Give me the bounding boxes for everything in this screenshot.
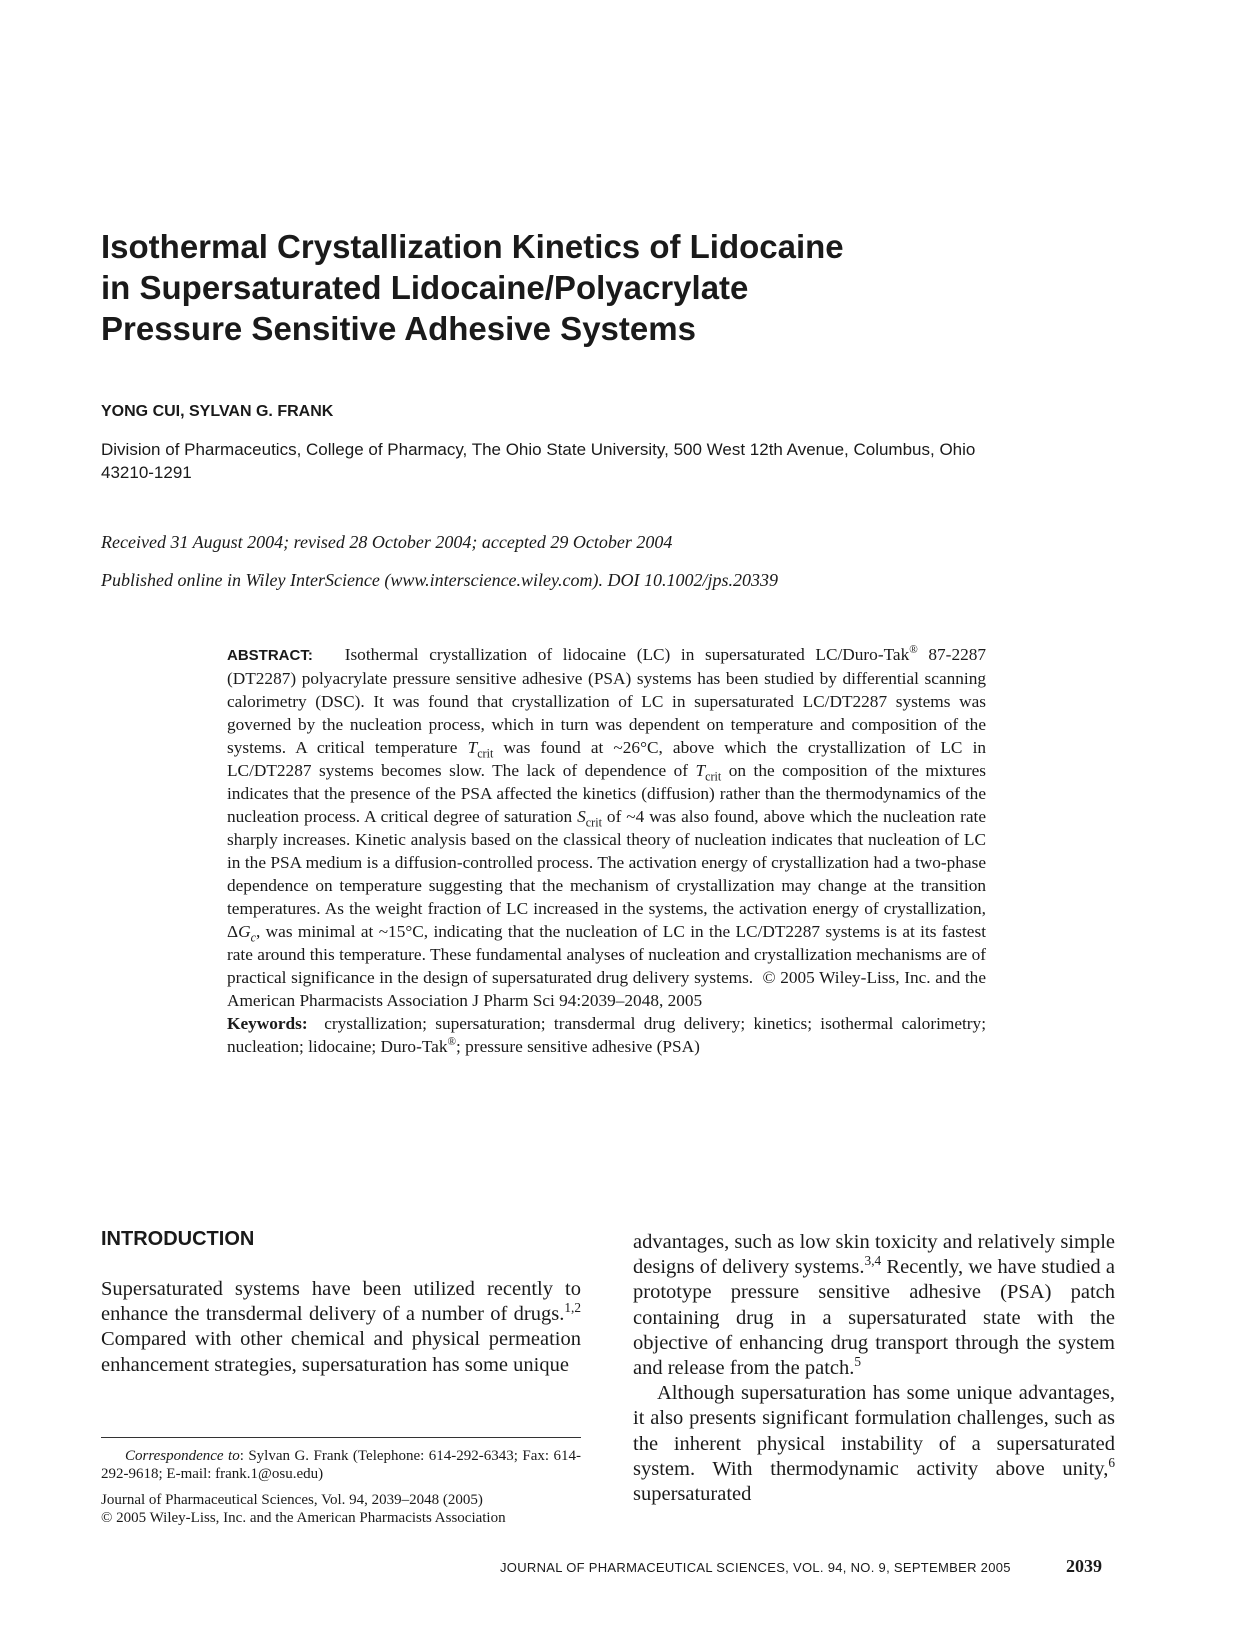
article-title	[101, 226, 1101, 349]
footnote-copyright: © 2005 Wiley-Liss, Inc. and the American Pharmacists Association	[101, 1510, 506, 1526]
authors: YONG CUI, SYLVAN G. FRANK	[101, 403, 334, 420]
keywords: Keywords: crystallization; supersaturation; transdermal drug delivery; kinetics; isothermal calorimetry; nucleation; lidocaine; Duro-Tak®; pressure sensitive adhesive (PSA)	[227, 1014, 986, 1056]
left-column-text	[101, 1277, 581, 1378]
page-number: 2039	[1066, 1556, 1102, 1576]
abstract-label: ABSTRACT:	[227, 647, 313, 664]
title-line-1: Isothermal Crystallization Kinetics of Lidocaine	[101, 228, 844, 265]
right-paragraph-2: Although supersaturation has some unique advantages, it also presents significant formulation challenges, such as the inherent physical instability of a supersaturated system. With thermodynamic activity above unity,$^6$ supersaturated	[633, 1382, 1115, 1506]
affiliation: Division of Pharmaceutics, College of Pharmacy, The Ohio State University, 500 West 12th Avenue, Columbus, Ohio 43210-1291	[101, 440, 976, 482]
right-column-text	[633, 1230, 1115, 1507]
intro-paragraph-1: Supersaturated systems have been utilized recently to enhance the transdermal delivery of a number of drugs.$^{1,2}$ Compared with other chemical and physical permeation enhancement strategies, supersaturation has some unique	[101, 1278, 581, 1376]
footnote	[101, 1447, 581, 1527]
received-dates: Received 31 August 2004; revised 28 October 2004; accepted 29 October 2004	[101, 532, 673, 552]
publication-info: Published online in Wiley InterScience (www.interscience.wiley.com). DOI 10.1002/jps.20339	[101, 570, 779, 590]
running-footer: JOURNAL OF PHARMACEUTICAL SCIENCES, VOL. 94, NO. 9, SEPTEMBER 2005	[500, 1560, 1011, 1575]
abstract	[227, 643, 986, 1058]
section-heading-introduction: INTRODUCTION	[101, 1228, 255, 1250]
abstract-text: ABSTRACT: Isothermal crystallization of lidocaine (LC) in supersaturated LC/Duro-Tak® 87-2287 (DT2287) polyacrylate pressure sensitive adhesive (PSA) systems has been studied by differential scanning calorimetry (DSC). It was found that crystallization of LC in supersaturated LC/DT2287 systems was governed by the nucleation process, which in turn was dependent on temperature and composition of the systems. A critical temperature $T_{crit}$ was found at ~26°C, above which the crystallization of LC in LC/DT2287 systems becomes slow. The lack of dependence of $T_{crit}$ on the composition of the mixtures indicates that the presence of the PSA affected the kinetics (diffusion) rather than the thermodynamics of the nucleation process. A critical degree of saturation $S_{crit}$ of ~4 was also found, above which the nucleation rate sharply increases. Kinetic analysis based on the classical theory of nucleation indicates that nucleation of LC in the PSA medium is a diffusion-controlled process. The activation energy of crystallization had a two-phase dependence on temperature suggesting that the mechanism of crystallization may change at the transition temperatures. As the weight fraction of LC increased in the systems, the activation energy of crystallization, $\Delta G_c$, was minimal at ~15°C, indicating that the nucleation of LC in the LC/DT2287 systems is at its fastest rate around this temperature. These fundamental analyses of nucleation and crystallization mechanisms are of practical significance in the design of supersaturated drug delivery systems. © 2005 Wiley-Liss, Inc. and the American Pharmacists Association J Pharm Sci 94:2039–2048, 2005	[227, 644, 987, 1010]
keywords-label: Keywords:	[227, 1014, 308, 1033]
correspondence: Correspondence to: Sylvan G. Frank (Telephone: 614-292-6343; Fax: 614-292-9618; E-mail: frank.1@osu.edu)	[101, 1448, 582, 1482]
abstract-copyright: © 2005 Wiley-Liss, Inc. and the American Pharmacists Association J Pharm Sci 94:2039–2048, 2005	[227, 968, 986, 1010]
title-line-2: in Supersaturated Lidocaine/Polyacrylate	[101, 269, 749, 306]
title-line-3: Pressure Sensitive Adhesive Systems	[101, 310, 696, 347]
right-paragraph-1: advantages, such as low skin toxicity and relatively simple designs of delivery systems.$^{3,4}$ Recently, we have studied a prototype pressure sensitive adhesive (PSA) patch containing drug in a supersaturated state with the objective of enhancing drug transport through the system and release from the patch.$^5$	[633, 1231, 1116, 1380]
footnote-divider	[101, 1437, 581, 1438]
journal-citation: Journal of Pharmaceutical Sciences, Vol. 94, 2039–2048 (2005)	[101, 1492, 483, 1508]
